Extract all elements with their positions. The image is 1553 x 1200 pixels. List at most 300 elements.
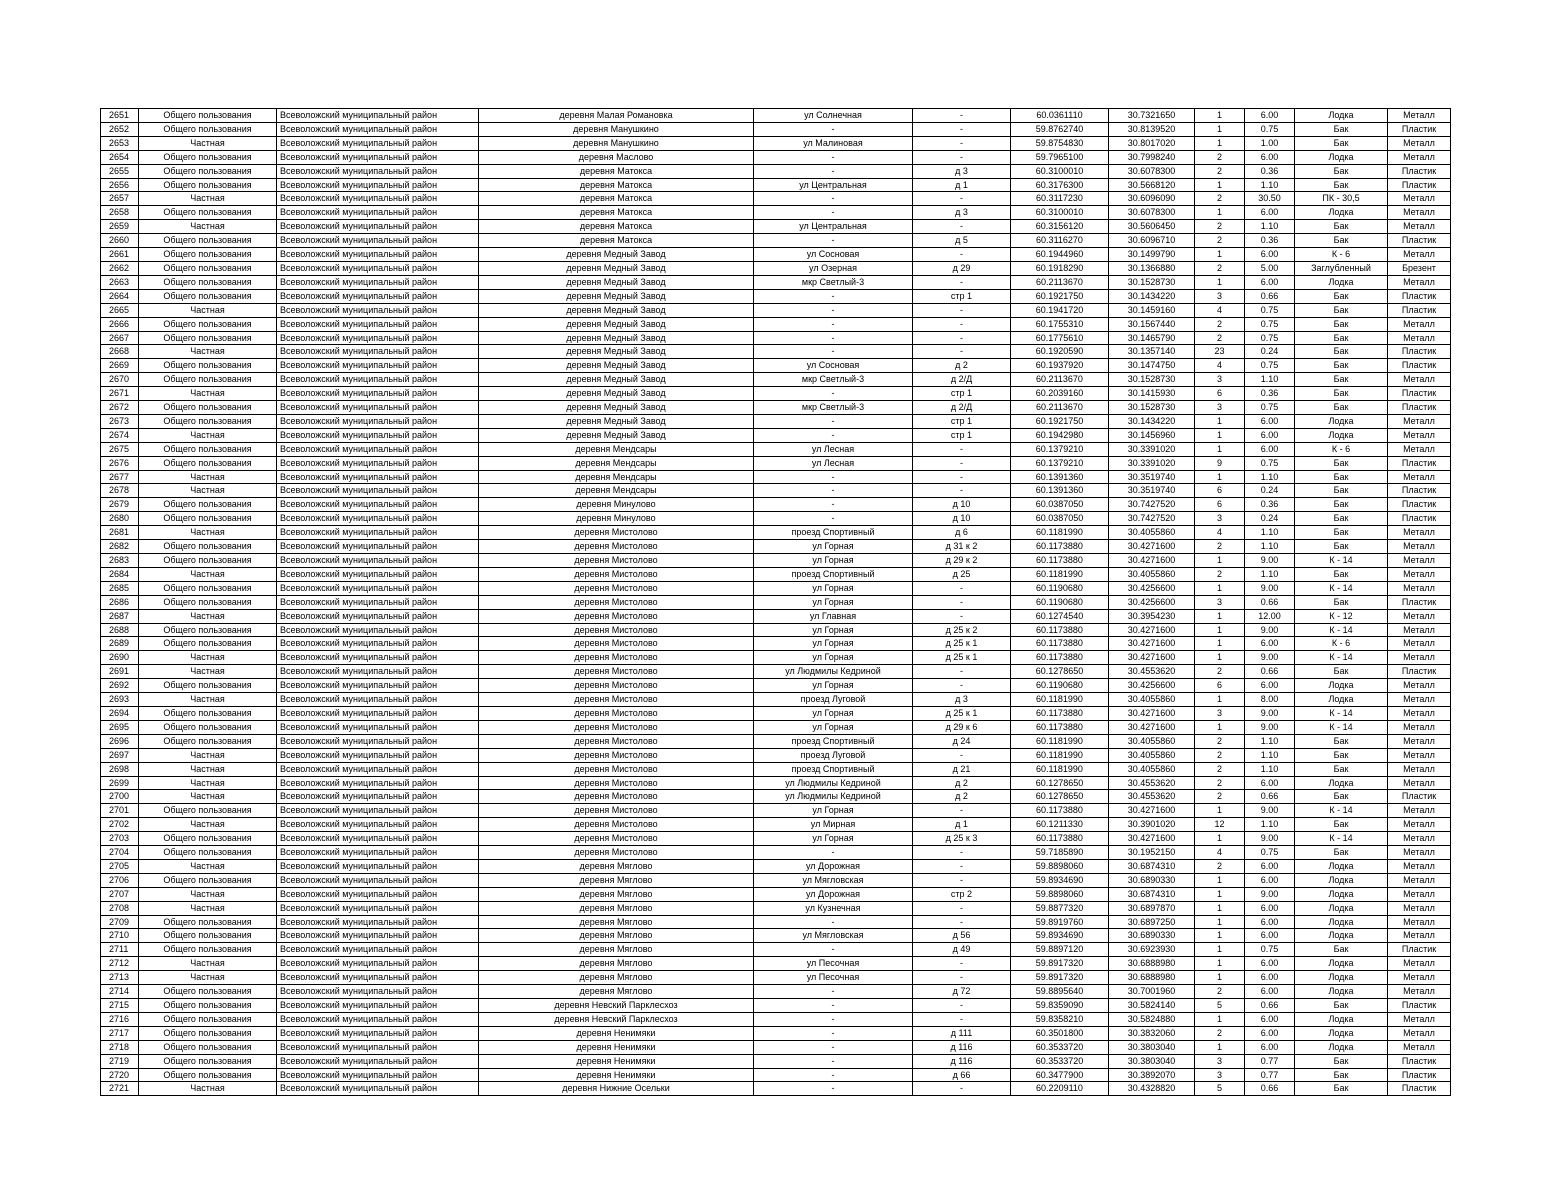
count-cell: 3 xyxy=(1195,512,1245,526)
material-cell: Металл xyxy=(1388,136,1451,150)
type-cell: К - 14 xyxy=(1295,706,1388,720)
table-row xyxy=(101,512,1451,526)
street-cell: ул Горная xyxy=(754,832,913,846)
house-cell: - xyxy=(913,442,1011,456)
material-cell: Металл xyxy=(1388,220,1451,234)
volume-cell: 0.66 xyxy=(1245,665,1295,679)
table-row xyxy=(101,665,1451,679)
volume-cell: 9.00 xyxy=(1245,804,1295,818)
street-cell: - xyxy=(754,428,913,442)
row-number-cell: 2666 xyxy=(101,317,139,331)
house-cell: д 29 к 2 xyxy=(913,554,1011,568)
ownership-cell: Общего пользования xyxy=(139,832,277,846)
row-number-cell: 2719 xyxy=(101,1054,139,1068)
longitude-cell: 30.6078300 xyxy=(1109,206,1195,220)
street-cell: - xyxy=(754,512,913,526)
count-cell: 1 xyxy=(1195,929,1245,943)
district-cell: Всеволожский муниципальный район xyxy=(277,985,479,999)
row-number-cell: 2707 xyxy=(101,887,139,901)
material-cell: Пластик xyxy=(1388,345,1451,359)
count-cell: 1 xyxy=(1195,693,1245,707)
table-row xyxy=(101,303,1451,317)
longitude-cell: 30.4055860 xyxy=(1109,526,1195,540)
district-cell: Всеволожский муниципальный район xyxy=(277,345,479,359)
longitude-cell: 30.3391020 xyxy=(1109,442,1195,456)
latitude-cell: 59.7185890 xyxy=(1011,846,1109,860)
row-number-cell: 2693 xyxy=(101,693,139,707)
type-cell: Бак xyxy=(1295,790,1388,804)
ownership-cell: Общего пользования xyxy=(139,679,277,693)
latitude-cell: 60.1942980 xyxy=(1011,428,1109,442)
longitude-cell: 30.4271600 xyxy=(1109,554,1195,568)
row-number-cell: 2702 xyxy=(101,818,139,832)
latitude-cell: 60.2039160 xyxy=(1011,387,1109,401)
settlement-cell: деревня Медный Завод xyxy=(479,275,754,289)
material-cell: Пластик xyxy=(1388,512,1451,526)
latitude-cell: 60.3100010 xyxy=(1011,164,1109,178)
latitude-cell: 60.0361110 xyxy=(1011,109,1109,123)
settlement-cell: деревня Ненимяки xyxy=(479,1054,754,1068)
longitude-cell: 30.4055860 xyxy=(1109,567,1195,581)
material-cell: Пластик xyxy=(1388,164,1451,178)
district-cell: Всеволожский муниципальный район xyxy=(277,776,479,790)
row-number-cell: 2680 xyxy=(101,512,139,526)
type-cell: Бак xyxy=(1295,734,1388,748)
table-row xyxy=(101,373,1451,387)
district-cell: Всеволожский муниципальный район xyxy=(277,706,479,720)
latitude-cell: 60.3501800 xyxy=(1011,1026,1109,1040)
material-cell: Пластик xyxy=(1388,401,1451,415)
latitude-cell: 59.7965100 xyxy=(1011,150,1109,164)
row-number-cell: 2676 xyxy=(101,456,139,470)
volume-cell: 1.10 xyxy=(1245,748,1295,762)
volume-cell: 9.00 xyxy=(1245,706,1295,720)
settlement-cell: деревня Мистолово xyxy=(479,609,754,623)
type-cell: Бак xyxy=(1295,178,1388,192)
material-cell: Пластик xyxy=(1388,122,1451,136)
street-cell: - xyxy=(754,387,913,401)
house-cell: д 2 xyxy=(913,359,1011,373)
street-cell: - xyxy=(754,234,913,248)
longitude-cell: 30.7427520 xyxy=(1109,512,1195,526)
district-cell: Всеволожский муниципальный район xyxy=(277,136,479,150)
type-cell: Лодка xyxy=(1295,1026,1388,1040)
longitude-cell: 30.4055860 xyxy=(1109,693,1195,707)
count-cell: 2 xyxy=(1195,776,1245,790)
row-number-cell: 2671 xyxy=(101,387,139,401)
latitude-cell: 60.1173880 xyxy=(1011,804,1109,818)
house-cell: стр 1 xyxy=(913,428,1011,442)
ownership-cell: Частная xyxy=(139,762,277,776)
street-cell: - xyxy=(754,1068,913,1082)
type-cell: Лодка xyxy=(1295,929,1388,943)
material-cell: Металл xyxy=(1388,706,1451,720)
row-number-cell: 2703 xyxy=(101,832,139,846)
latitude-cell: 60.1278650 xyxy=(1011,665,1109,679)
ownership-cell: Частная xyxy=(139,345,277,359)
row-number-cell: 2720 xyxy=(101,1068,139,1082)
count-cell: 1 xyxy=(1195,178,1245,192)
settlement-cell: деревня Медный Завод xyxy=(479,303,754,317)
count-cell: 1 xyxy=(1195,1040,1245,1054)
table-row xyxy=(101,317,1451,331)
type-cell: Бак xyxy=(1295,331,1388,345)
district-cell: Всеволожский муниципальный район xyxy=(277,595,479,609)
longitude-cell: 30.4256600 xyxy=(1109,595,1195,609)
type-cell: К - 14 xyxy=(1295,832,1388,846)
district-cell: Всеволожский муниципальный район xyxy=(277,220,479,234)
ownership-cell: Частная xyxy=(139,220,277,234)
volume-cell: 0.66 xyxy=(1245,790,1295,804)
district-cell: Всеволожский муниципальный район xyxy=(277,832,479,846)
material-cell: Пластик xyxy=(1388,665,1451,679)
volume-cell: 0.75 xyxy=(1245,846,1295,860)
ownership-cell: Общего пользования xyxy=(139,1068,277,1082)
street-cell: ул Солнечная xyxy=(754,109,913,123)
material-cell: Металл xyxy=(1388,985,1451,999)
type-cell: К - 14 xyxy=(1295,623,1388,637)
longitude-cell: 30.1952150 xyxy=(1109,846,1195,860)
table-row xyxy=(101,748,1451,762)
type-cell: Лодка xyxy=(1295,679,1388,693)
district-cell: Всеволожский муниципальный район xyxy=(277,331,479,345)
count-cell: 2 xyxy=(1195,150,1245,164)
longitude-cell: 30.3954230 xyxy=(1109,609,1195,623)
table-row xyxy=(101,275,1451,289)
type-cell: К - 14 xyxy=(1295,581,1388,595)
table-row xyxy=(101,957,1451,971)
row-number-cell: 2721 xyxy=(101,1082,139,1096)
settlement-cell: деревня Мяглово xyxy=(479,915,754,929)
ownership-cell: Общего пользования xyxy=(139,1012,277,1026)
material-cell: Металл xyxy=(1388,734,1451,748)
table-row xyxy=(101,651,1451,665)
count-cell: 12 xyxy=(1195,818,1245,832)
material-cell: Металл xyxy=(1388,901,1451,915)
type-cell: Лодка xyxy=(1295,776,1388,790)
ownership-cell: Общего пользования xyxy=(139,985,277,999)
count-cell: 3 xyxy=(1195,401,1245,415)
longitude-cell: 30.4271600 xyxy=(1109,720,1195,734)
count-cell: 1 xyxy=(1195,109,1245,123)
table-row xyxy=(101,693,1451,707)
count-cell: 2 xyxy=(1195,734,1245,748)
settlement-cell: деревня Медный Завод xyxy=(479,428,754,442)
type-cell: К - 12 xyxy=(1295,609,1388,623)
volume-cell: 0.36 xyxy=(1245,164,1295,178)
street-cell: - xyxy=(754,345,913,359)
row-number-cell: 2663 xyxy=(101,275,139,289)
street-cell: - xyxy=(754,414,913,428)
longitude-cell: 30.6874310 xyxy=(1109,859,1195,873)
latitude-cell: 60.3117230 xyxy=(1011,192,1109,206)
latitude-cell: 60.1921750 xyxy=(1011,414,1109,428)
count-cell: 9 xyxy=(1195,456,1245,470)
table-row xyxy=(101,359,1451,373)
table-row xyxy=(101,220,1451,234)
latitude-cell: 60.1391360 xyxy=(1011,484,1109,498)
table-row xyxy=(101,150,1451,164)
district-cell: Всеволожский муниципальный район xyxy=(277,567,479,581)
longitude-cell: 30.1528730 xyxy=(1109,373,1195,387)
volume-cell: 0.75 xyxy=(1245,456,1295,470)
settlement-cell: деревня Мистолово xyxy=(479,526,754,540)
row-number-cell: 2667 xyxy=(101,331,139,345)
house-cell: д 1 xyxy=(913,818,1011,832)
ownership-cell: Общего пользования xyxy=(139,999,277,1013)
street-cell: ул Горная xyxy=(754,554,913,568)
type-cell: Лодка xyxy=(1295,1012,1388,1026)
volume-cell: 1.10 xyxy=(1245,373,1295,387)
count-cell: 1 xyxy=(1195,651,1245,665)
latitude-cell: 60.1944960 xyxy=(1011,248,1109,262)
settlement-cell: деревня Мистолово xyxy=(479,762,754,776)
type-cell: Лодка xyxy=(1295,915,1388,929)
district-cell: Всеволожский муниципальный район xyxy=(277,748,479,762)
volume-cell: 0.36 xyxy=(1245,234,1295,248)
count-cell: 1 xyxy=(1195,1012,1245,1026)
house-cell: - xyxy=(913,303,1011,317)
table-row xyxy=(101,999,1451,1013)
row-number-cell: 2714 xyxy=(101,985,139,999)
longitude-cell: 30.3519740 xyxy=(1109,484,1195,498)
ownership-cell: Частная xyxy=(139,651,277,665)
settlement-cell: деревня Мяглово xyxy=(479,943,754,957)
district-cell: Всеволожский муниципальный район xyxy=(277,859,479,873)
house-cell: д 25 xyxy=(913,567,1011,581)
ownership-cell: Частная xyxy=(139,428,277,442)
house-cell: д 3 xyxy=(913,206,1011,220)
count-cell: 2 xyxy=(1195,540,1245,554)
type-cell: К - 6 xyxy=(1295,637,1388,651)
material-cell: Пластик xyxy=(1388,178,1451,192)
longitude-cell: 30.1366880 xyxy=(1109,261,1195,275)
ownership-cell: Общего пользования xyxy=(139,915,277,929)
material-cell: Пластик xyxy=(1388,484,1451,498)
material-cell: Металл xyxy=(1388,873,1451,887)
type-cell: Бак xyxy=(1295,456,1388,470)
ownership-cell: Общего пользования xyxy=(139,581,277,595)
table-row xyxy=(101,484,1451,498)
longitude-cell: 30.6888980 xyxy=(1109,971,1195,985)
table-row xyxy=(101,1082,1451,1096)
type-cell: Бак xyxy=(1295,136,1388,150)
latitude-cell: 60.1190680 xyxy=(1011,595,1109,609)
district-cell: Всеволожский муниципальный район xyxy=(277,901,479,915)
type-cell: Бак xyxy=(1295,401,1388,415)
row-number-cell: 2685 xyxy=(101,581,139,595)
row-number-cell: 2651 xyxy=(101,109,139,123)
row-number-cell: 2689 xyxy=(101,637,139,651)
count-cell: 4 xyxy=(1195,303,1245,317)
house-cell: стр 1 xyxy=(913,414,1011,428)
latitude-cell: 60.1918290 xyxy=(1011,261,1109,275)
house-cell: - xyxy=(913,846,1011,860)
house-cell: - xyxy=(913,804,1011,818)
house-cell: - xyxy=(913,456,1011,470)
type-cell: Бак xyxy=(1295,373,1388,387)
ownership-cell: Общего пользования xyxy=(139,164,277,178)
settlement-cell: деревня Нижние Осельки xyxy=(479,1082,754,1096)
settlement-cell: деревня Ненимяки xyxy=(479,1040,754,1054)
type-cell: Лодка xyxy=(1295,428,1388,442)
row-number-cell: 2708 xyxy=(101,901,139,915)
table-row xyxy=(101,526,1451,540)
longitude-cell: 30.4553620 xyxy=(1109,790,1195,804)
material-cell: Металл xyxy=(1388,846,1451,860)
longitude-cell: 30.3901020 xyxy=(1109,818,1195,832)
house-cell: - xyxy=(913,192,1011,206)
material-cell: Пластик xyxy=(1388,498,1451,512)
ownership-cell: Частная xyxy=(139,192,277,206)
count-cell: 1 xyxy=(1195,623,1245,637)
type-cell: Бак xyxy=(1295,164,1388,178)
longitude-cell: 30.4055860 xyxy=(1109,734,1195,748)
material-cell: Металл xyxy=(1388,540,1451,554)
ownership-cell: Общего пользования xyxy=(139,804,277,818)
latitude-cell: 59.8358210 xyxy=(1011,1012,1109,1026)
latitude-cell: 60.0387050 xyxy=(1011,512,1109,526)
volume-cell: 6.00 xyxy=(1245,637,1295,651)
house-cell: д 116 xyxy=(913,1054,1011,1068)
volume-cell: 0.75 xyxy=(1245,401,1295,415)
street-cell: ул Горная xyxy=(754,595,913,609)
latitude-cell: 60.1173880 xyxy=(1011,554,1109,568)
ownership-cell: Общего пользования xyxy=(139,261,277,275)
type-cell: Лодка xyxy=(1295,109,1388,123)
longitude-cell: 30.6078300 xyxy=(1109,164,1195,178)
type-cell: Бак xyxy=(1295,595,1388,609)
volume-cell: 0.77 xyxy=(1245,1054,1295,1068)
longitude-cell: 30.1465790 xyxy=(1109,331,1195,345)
longitude-cell: 30.4328820 xyxy=(1109,1082,1195,1096)
row-number-cell: 2661 xyxy=(101,248,139,262)
ownership-cell: Частная xyxy=(139,859,277,873)
table-row xyxy=(101,414,1451,428)
table-row xyxy=(101,178,1451,192)
latitude-cell: 60.1278650 xyxy=(1011,790,1109,804)
type-cell: Бак xyxy=(1295,512,1388,526)
longitude-cell: 30.4271600 xyxy=(1109,637,1195,651)
count-cell: 3 xyxy=(1195,373,1245,387)
ownership-cell: Общего пользования xyxy=(139,498,277,512)
material-cell: Металл xyxy=(1388,971,1451,985)
latitude-cell: 60.3100010 xyxy=(1011,206,1109,220)
district-cell: Всеволожский муниципальный район xyxy=(277,122,479,136)
settlement-cell: деревня Медный Завод xyxy=(479,373,754,387)
table-row xyxy=(101,720,1451,734)
longitude-cell: 30.7321650 xyxy=(1109,109,1195,123)
settlement-cell: деревня Матокса xyxy=(479,178,754,192)
ownership-cell: Общего пользования xyxy=(139,275,277,289)
row-number-cell: 2662 xyxy=(101,261,139,275)
longitude-cell: 30.3892070 xyxy=(1109,1068,1195,1082)
latitude-cell: 60.0387050 xyxy=(1011,498,1109,512)
street-cell: - xyxy=(754,1054,913,1068)
house-cell: д 24 xyxy=(913,734,1011,748)
count-cell: 2 xyxy=(1195,859,1245,873)
house-cell: - xyxy=(913,595,1011,609)
district-cell: Всеволожский муниципальный район xyxy=(277,164,479,178)
row-number-cell: 2656 xyxy=(101,178,139,192)
house-cell: стр 1 xyxy=(913,387,1011,401)
table-row xyxy=(101,540,1451,554)
table-row xyxy=(101,1040,1451,1054)
district-cell: Всеволожский муниципальный район xyxy=(277,442,479,456)
table-row xyxy=(101,387,1451,401)
ownership-cell: Общего пользования xyxy=(139,943,277,957)
count-cell: 1 xyxy=(1195,122,1245,136)
table-row xyxy=(101,734,1451,748)
house-cell: д 25 к 2 xyxy=(913,623,1011,637)
ownership-cell: Частная xyxy=(139,526,277,540)
street-cell: ул Мягловская xyxy=(754,929,913,943)
type-cell: К - 14 xyxy=(1295,720,1388,734)
type-cell: Лодка xyxy=(1295,150,1388,164)
ownership-cell: Частная xyxy=(139,776,277,790)
house-cell: д 2/Д xyxy=(913,401,1011,415)
settlement-cell: деревня Матокса xyxy=(479,220,754,234)
street-cell: ул Сосновая xyxy=(754,248,913,262)
row-number-cell: 2654 xyxy=(101,150,139,164)
house-cell: - xyxy=(913,331,1011,345)
house-cell: д 111 xyxy=(913,1026,1011,1040)
house-cell: - xyxy=(913,150,1011,164)
latitude-cell: 60.1181990 xyxy=(1011,526,1109,540)
table-row xyxy=(101,832,1451,846)
district-cell: Всеволожский муниципальный район xyxy=(277,470,479,484)
material-cell: Пластик xyxy=(1388,943,1451,957)
house-cell: д 29 к 6 xyxy=(913,720,1011,734)
volume-cell: 6.00 xyxy=(1245,915,1295,929)
material-cell: Металл xyxy=(1388,275,1451,289)
row-number-cell: 2657 xyxy=(101,192,139,206)
ownership-cell: Частная xyxy=(139,470,277,484)
street-cell: - xyxy=(754,317,913,331)
volume-cell: 0.36 xyxy=(1245,498,1295,512)
settlement-cell: деревня Мистолово xyxy=(479,693,754,707)
table-row xyxy=(101,706,1451,720)
ownership-cell: Общего пользования xyxy=(139,401,277,415)
settlement-cell: деревня Мистолово xyxy=(479,581,754,595)
table-row xyxy=(101,859,1451,873)
material-cell: Пластик xyxy=(1388,1082,1451,1096)
house-cell: - xyxy=(913,136,1011,150)
house-cell: д 5 xyxy=(913,234,1011,248)
material-cell: Металл xyxy=(1388,414,1451,428)
table-row xyxy=(101,1026,1451,1040)
longitude-cell: 30.1415930 xyxy=(1109,387,1195,401)
material-cell: Металл xyxy=(1388,206,1451,220)
volume-cell: 0.24 xyxy=(1245,512,1295,526)
district-cell: Всеволожский муниципальный район xyxy=(277,637,479,651)
volume-cell: 0.75 xyxy=(1245,303,1295,317)
ownership-cell: Общего пользования xyxy=(139,554,277,568)
street-cell: ул Центральная xyxy=(754,178,913,192)
ownership-cell: Общего пользования xyxy=(139,414,277,428)
settlement-cell: деревня Медный Завод xyxy=(479,401,754,415)
street-cell: - xyxy=(754,303,913,317)
longitude-cell: 30.6096090 xyxy=(1109,192,1195,206)
type-cell: Лодка xyxy=(1295,873,1388,887)
row-number-cell: 2668 xyxy=(101,345,139,359)
longitude-cell: 30.4256600 xyxy=(1109,679,1195,693)
ownership-cell: Частная xyxy=(139,387,277,401)
street-cell: ул Горная xyxy=(754,623,913,637)
longitude-cell: 30.8017020 xyxy=(1109,136,1195,150)
volume-cell: 6.00 xyxy=(1245,206,1295,220)
table-row xyxy=(101,192,1451,206)
